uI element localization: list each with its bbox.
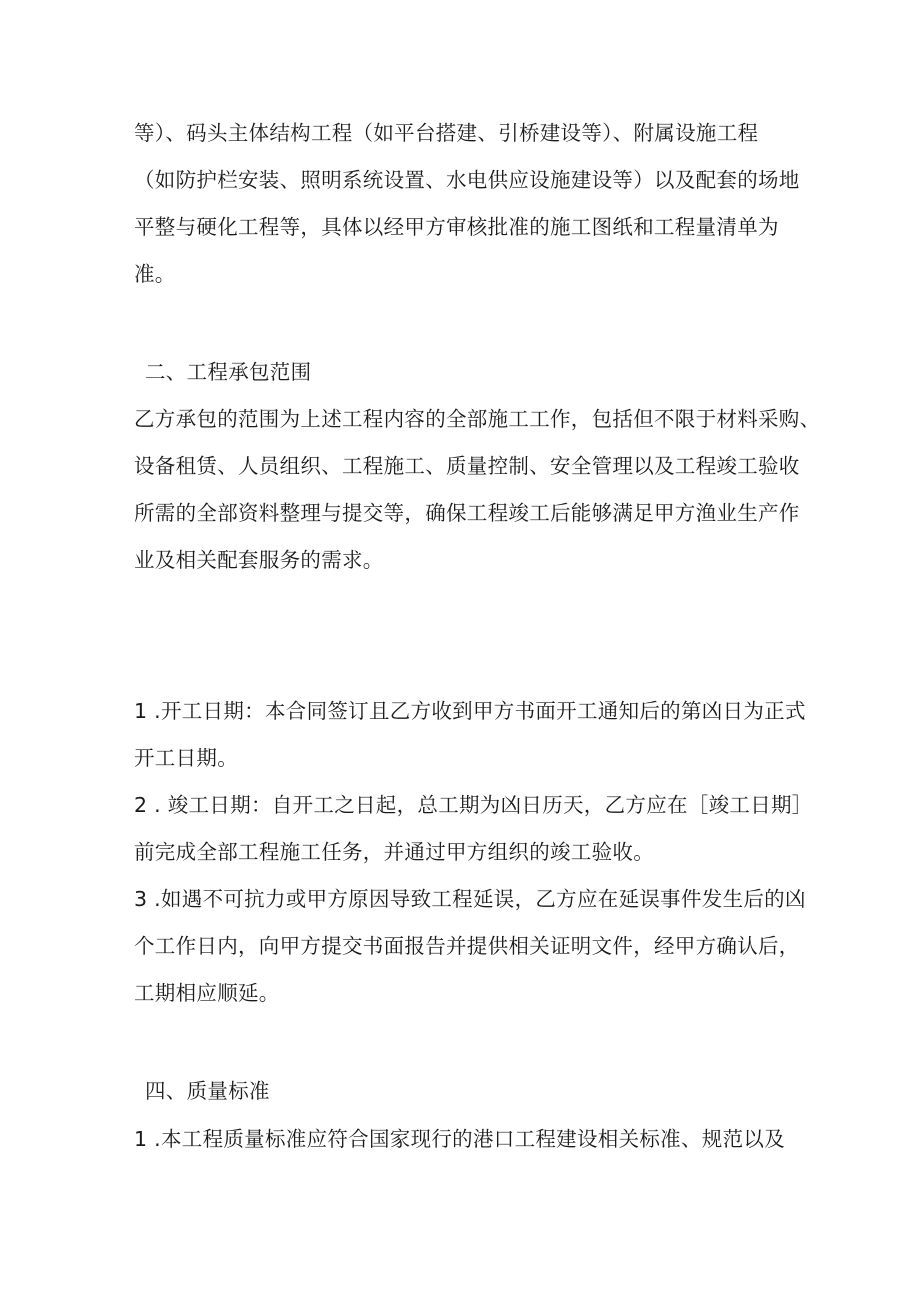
section-3-item-2-line-2: 前完成全部工程施工任务，并通过甲方组织的竣工验收。 (134, 840, 654, 864)
section-3-item-3-line-2: 个工作日内，向甲方提交书面报告并提供相关证明文件，经甲方确认后， (134, 934, 800, 958)
section-4-heading: 四、质量标准 (145, 1079, 270, 1103)
section-4-line-1: 1 .本工程质量标准应符合国家现行的港口工程建设相关标准、规范以及 (134, 1127, 785, 1151)
section-3-item-1-line-2: 开工日期。 (134, 746, 238, 770)
section-3-item-2-line-1: 2 . 竣工日期：自开工之日起，总工期为凶日历天，乙方应在［竣工日期］ (134, 793, 813, 817)
section-3-item-3-line-3: 工期相应顺延。 (134, 981, 280, 1005)
intro-line-2: （如防护栏安装、照明系统设置、水电供应设施建设等）以及配套的场地 (134, 168, 800, 192)
intro-line-1: 等）、码头主体结构工程（如平台搭建、引桥建设等）、附属设施工程 (134, 121, 759, 145)
section-2-line-2: 设备租赁、人员组织、工程施工、质量控制、安全管理以及工程竣工验收 (134, 454, 800, 478)
section-2-line-3: 所需的全部资料整理与提交等，确保工程竣工后能够满足甲方渔业生产作 (134, 501, 800, 525)
section-2-heading: 二、工程承包范围 (145, 360, 312, 384)
intro-line-3: 平整与硬化工程等，具体以经甲方审核批准的施工图纸和工程量清单为 (134, 215, 779, 239)
section-3-item-3-line-1: 3 .如遇不可抗力或甲方原因导致工程延误，乙方应在延误事件发生后的凶 (134, 887, 806, 911)
intro-line-4: 准。 (134, 262, 176, 286)
section-2-line-4: 业及相关配套服务的需求。 (134, 548, 384, 572)
section-2-line-1: 乙方承包的范围为上述工程内容的全部施工工作，包括但不限于材料采购、 (134, 407, 821, 431)
section-3-item-1-line-1: 1 .开工日期：本合同签订且乙方收到甲方书面开工通知后的第凶日为正式 (134, 699, 806, 723)
